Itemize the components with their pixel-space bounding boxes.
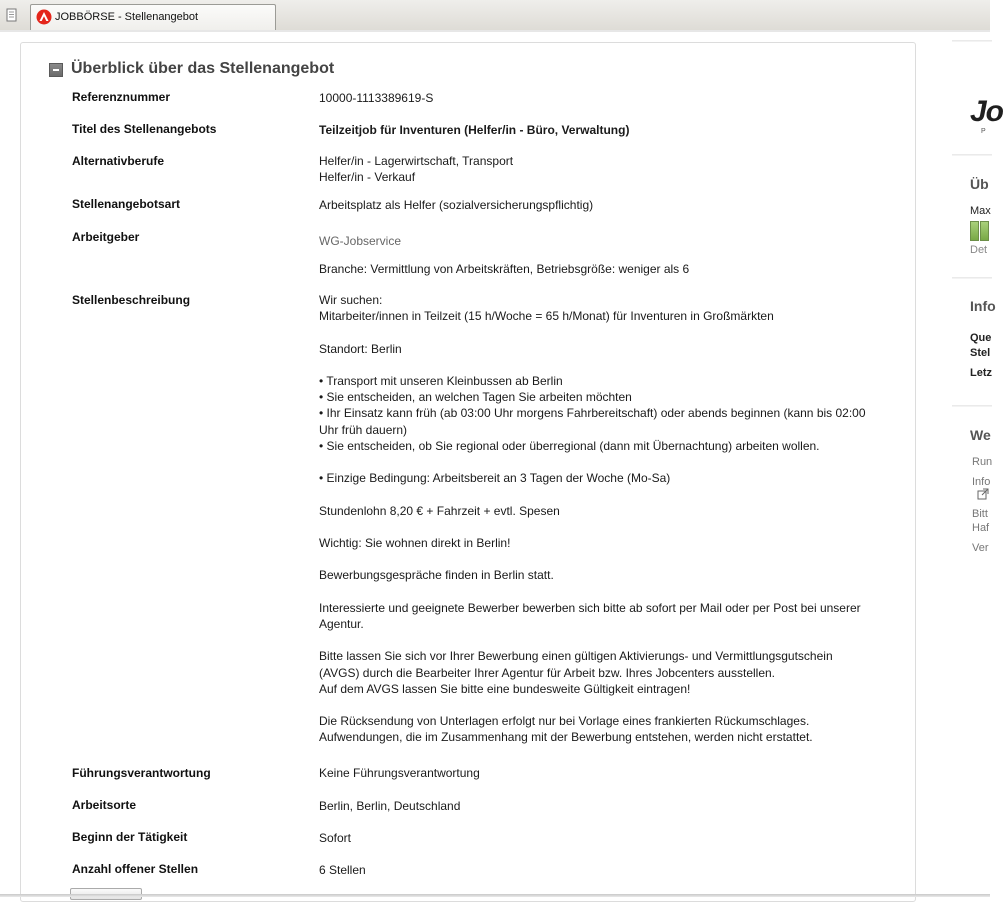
label-anzahl: Anzahl offener Stellen xyxy=(72,862,199,876)
browser-tab-jobboerse[interactable] xyxy=(30,4,276,30)
description-line: Mitarbeiter/innen in Teilzeit (15 h/Woche = 65 h/Monat) für Inventuren in Großmärkten xyxy=(319,309,774,324)
employer-link[interactable]: WG-Jobservice xyxy=(319,234,402,248)
sidebar-link[interactable]: Info xyxy=(972,476,991,488)
section-title: Überblick über das Stellenangebot xyxy=(71,60,335,77)
sidebar-info-item: Que xyxy=(970,332,992,344)
page-icon[interactable] xyxy=(5,8,19,22)
sidebar-link[interactable]: Run xyxy=(972,456,993,468)
sidebar-divider xyxy=(952,277,992,279)
description-line: Uhr früh dauern) xyxy=(319,422,408,437)
label-arbeitsorte: Arbeitsorte xyxy=(72,798,137,812)
description-line: (AVGS) durch die Bearbeiter Ihrer Agentur für Arbeit bzw. Ihres Jobcenters ausstellen. xyxy=(319,665,776,680)
description-line xyxy=(319,519,866,535)
value-alternativberufe xyxy=(319,153,513,185)
description-line xyxy=(319,454,866,470)
label-titel: Titel des Stellenangebots xyxy=(72,122,217,136)
value-stellenangebotsart: Arbeitsplatz als Helfer (sozialversicherungspflichtig) xyxy=(319,198,594,212)
agentur-logo-icon xyxy=(36,9,52,25)
sidebar-link[interactable]: Ver xyxy=(972,542,989,554)
description-line: • Sie entscheiden, an welchen Tagen Sie arbeiten möchten xyxy=(319,390,632,405)
value-fuehrungsverantwortung: Keine Führungsverantwortung xyxy=(319,766,480,780)
description-line: Bitte lassen Sie sich vor Ihrer Bewerbung einen gültigen Aktivierungs- und Vermittlungsgutschein xyxy=(319,649,833,664)
description-line xyxy=(319,697,866,713)
description-line: Wir suchen: xyxy=(319,293,383,307)
description-line: Wichtig: Sie wohnen direkt in Berlin! xyxy=(319,535,511,550)
label-alternativberufe: Alternativberufe xyxy=(72,154,165,168)
label-fuehrungsverantwortung: Führungsverantwortung xyxy=(72,766,211,780)
rating-bar xyxy=(980,221,989,241)
description-line: • Einzige Bedingung: Arbeitsbereit an 3 Tagen der Woche (Mo-Sa) xyxy=(319,471,671,486)
description-line xyxy=(319,551,866,567)
value-anzahl: 6 Stellen xyxy=(319,863,366,877)
value-referenznummer: 10000-1113389619-S xyxy=(319,91,434,105)
window-bottom-edge xyxy=(0,894,990,897)
sidebar-max-label: Max xyxy=(970,205,991,217)
sidebar-link[interactable]: Bitt xyxy=(972,508,988,520)
description-line: Interessierte und geeignete Bewerber bewerben sich bitte ab sofort per Mail oder per Post bei unserer xyxy=(319,600,861,615)
description-line: • Ihr Einsatz kann früh (ab 03:00 Uhr morgens Fahrbereitschaft) oder abends beginnen (kann bis 02:00 xyxy=(319,406,866,421)
value-branche: Branche: Vermittlung von Arbeitskräften, Betriebsgröße: weniger als 6 xyxy=(319,262,690,276)
sidebar-heading-info: Info xyxy=(970,298,996,314)
right-sidebar xyxy=(950,40,1003,897)
jobboerse-logo: Jo xyxy=(970,95,1003,128)
toolbar-shadow xyxy=(0,30,990,32)
rating-bar xyxy=(970,221,979,241)
description-line: Bewerbungsgespräche finden in Berlin statt. xyxy=(319,568,554,583)
description-line: • Transport mit unseren Kleinbussen ab Berlin xyxy=(319,373,563,388)
description-line: Standort: Berlin xyxy=(319,341,402,356)
description-line xyxy=(319,357,866,373)
external-link-icon[interactable] xyxy=(977,488,989,500)
label-stellenbeschreibung: Stellenbeschreibung xyxy=(72,293,191,307)
value-arbeitsorte: Berlin, Berlin, Deutschland xyxy=(319,799,461,813)
label-beginn: Beginn der Tätigkeit xyxy=(72,830,188,844)
alternativberuf-item: Helfer/in - Lagerwirtschaft, Transport xyxy=(319,154,514,168)
label-arbeitgeber: Arbeitgeber xyxy=(72,230,140,244)
job-description xyxy=(319,292,866,746)
description-line xyxy=(319,324,866,340)
sidebar-link[interactable]: Haf xyxy=(972,522,990,534)
label-stellenangebotsart: Stellenangebotsart xyxy=(72,197,181,211)
sidebar-heading-weitere: We xyxy=(970,427,991,443)
logo-subtitle: P xyxy=(981,128,986,135)
description-line xyxy=(319,632,866,648)
browser-tab-bar xyxy=(0,0,990,31)
alternativberuf-item: Helfer/in - Verkauf xyxy=(319,170,416,185)
sidebar-details-link[interactable]: Det xyxy=(970,244,988,256)
description-line: Stundenlohn 8,20 € + Fahrzeit + evtl. Spesen xyxy=(319,503,560,518)
sidebar-info-item: Stel xyxy=(970,347,991,359)
sidebar-heading-uebersicht: Üb xyxy=(970,176,989,192)
description-line: • Sie entscheiden, ob Sie regional oder überregional (dann mit Übernachtung) arbeiten wollen. xyxy=(319,438,820,453)
sidebar-info-item: Letz xyxy=(970,367,992,379)
label-referenznummer: Referenznummer xyxy=(72,90,171,104)
description-line: Aufwendungen, die im Zusammenhang mit der Bewerbung entstehen, werden nicht erstattet. xyxy=(319,730,813,745)
sidebar-divider xyxy=(952,154,992,156)
sidebar-divider xyxy=(952,40,992,42)
description-line: Agentur. xyxy=(319,616,364,631)
description-line: Die Rücksendung von Unterlagen erfolgt nur bei Vorlage eines frankierten Rückumschlages. xyxy=(319,714,810,729)
tab-title: JOBBÖRSE - Stellenangebot xyxy=(55,11,199,23)
sidebar-divider xyxy=(952,405,992,407)
description-line xyxy=(319,584,866,600)
description-line: Auf dem AVGS lassen Sie bitte eine bundesweite Gültigkeit eintragen! xyxy=(319,681,691,696)
value-titel: Teilzeitjob für Inventuren (Helfer/in - Büro, Verwaltung) xyxy=(319,123,630,137)
value-beginn: Sofort xyxy=(319,831,352,845)
description-line xyxy=(319,486,866,502)
collapse-minus-icon[interactable] xyxy=(49,63,63,77)
